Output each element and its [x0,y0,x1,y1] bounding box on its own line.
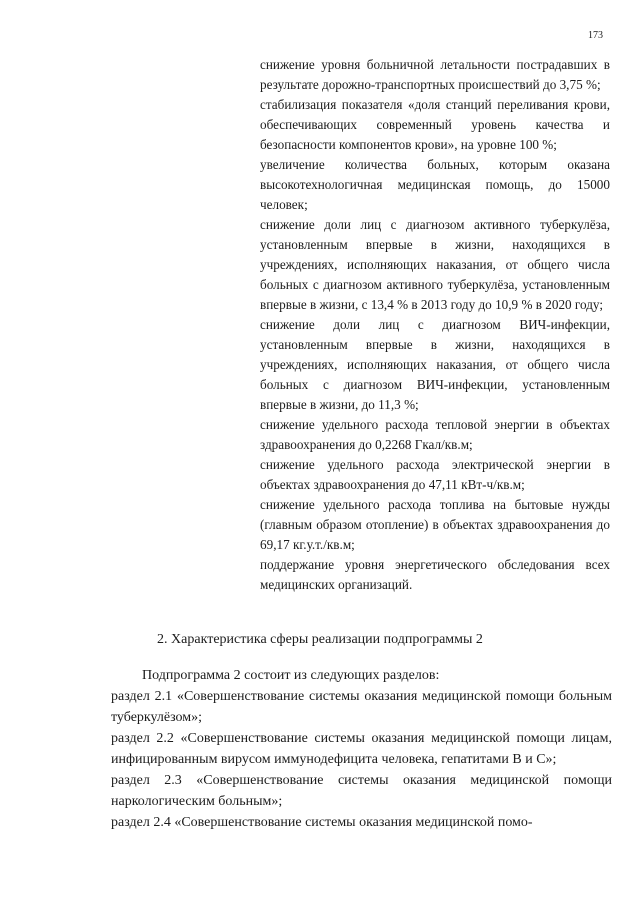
target-item: снижение уровня больничной летальности пострадавших в результате дорожно-транспортных происшествий до 3,75 %; [260,57,610,92]
section-item: раздел 2.1 «Совершенствование системы оказания медицинской помощи больным туберкулёзом»; [111,689,612,725]
section-item: раздел 2.2 «Совершенствование системы оказания медицинской помощи лицам, инфицированным вирусом иммунодефицита человека, гепатитами В и С»; [111,731,612,767]
target-item: поддержание уровня энергетического обследования всех медицинских организаций. [260,557,610,592]
targets-list [260,55,610,595]
section-item: раздел 2.3 «Совершенствование системы оказания медицинской помощи наркологическим больным»; [111,773,612,809]
target-item: снижение доли лиц с диагнозом активного туберкулёза, установленным впервые в жизни, находящихся в учреждениях, исполняющих наказания, от общего числа больных с диагнозом активного туберкулёза, установленным впервые в жизни, с 13,4 % в 2013 году до 10,9 % в 2020 году; [260,217,610,312]
section-item: раздел 2.4 «Совершенствование системы оказания медицинской помо- [111,815,533,830]
intro-paragraph: Подпрограмма 2 состоит из следующих разделов: [142,668,440,683]
target-item: снижение удельного расхода топлива на бытовые нужды (главным образом отопление) в объектах здравоохранения до 69,17 кг.у.т./кв.м; [260,497,610,552]
target-item: снижение доли лиц с диагнозом ВИЧ-инфекции, установленным впервые в жизни, находящихся в учреждениях, исполняющих наказания, от общего числа больных с диагнозом ВИЧ-инфекции, установленным впервые в жизни, до 11,3 %; [260,317,610,412]
section-heading: 2. Характеристика сферы реализации подпрограммы 2 [157,632,483,647]
target-item: снижение удельного расхода электрической энергии в объектах здравоохранения до 47,11 кВт-ч/кв.м; [260,457,610,492]
target-item: снижение удельного расхода тепловой энергии в объектах здравоохранения до 0,2268 Гкал/кв.м; [260,417,610,452]
target-item: увеличение количества больных, которым оказана высокотехнологичная медицинская помощь, до 15000 человек; [260,157,610,212]
subprogram-sections [111,665,612,833]
target-item: стабилизация показателя «доля станций переливания крови, обеспечивающих современный уровень качества и безопасности компонентов крови», на уровне 100 %; [260,97,610,152]
page-number: 173 [588,30,603,41]
